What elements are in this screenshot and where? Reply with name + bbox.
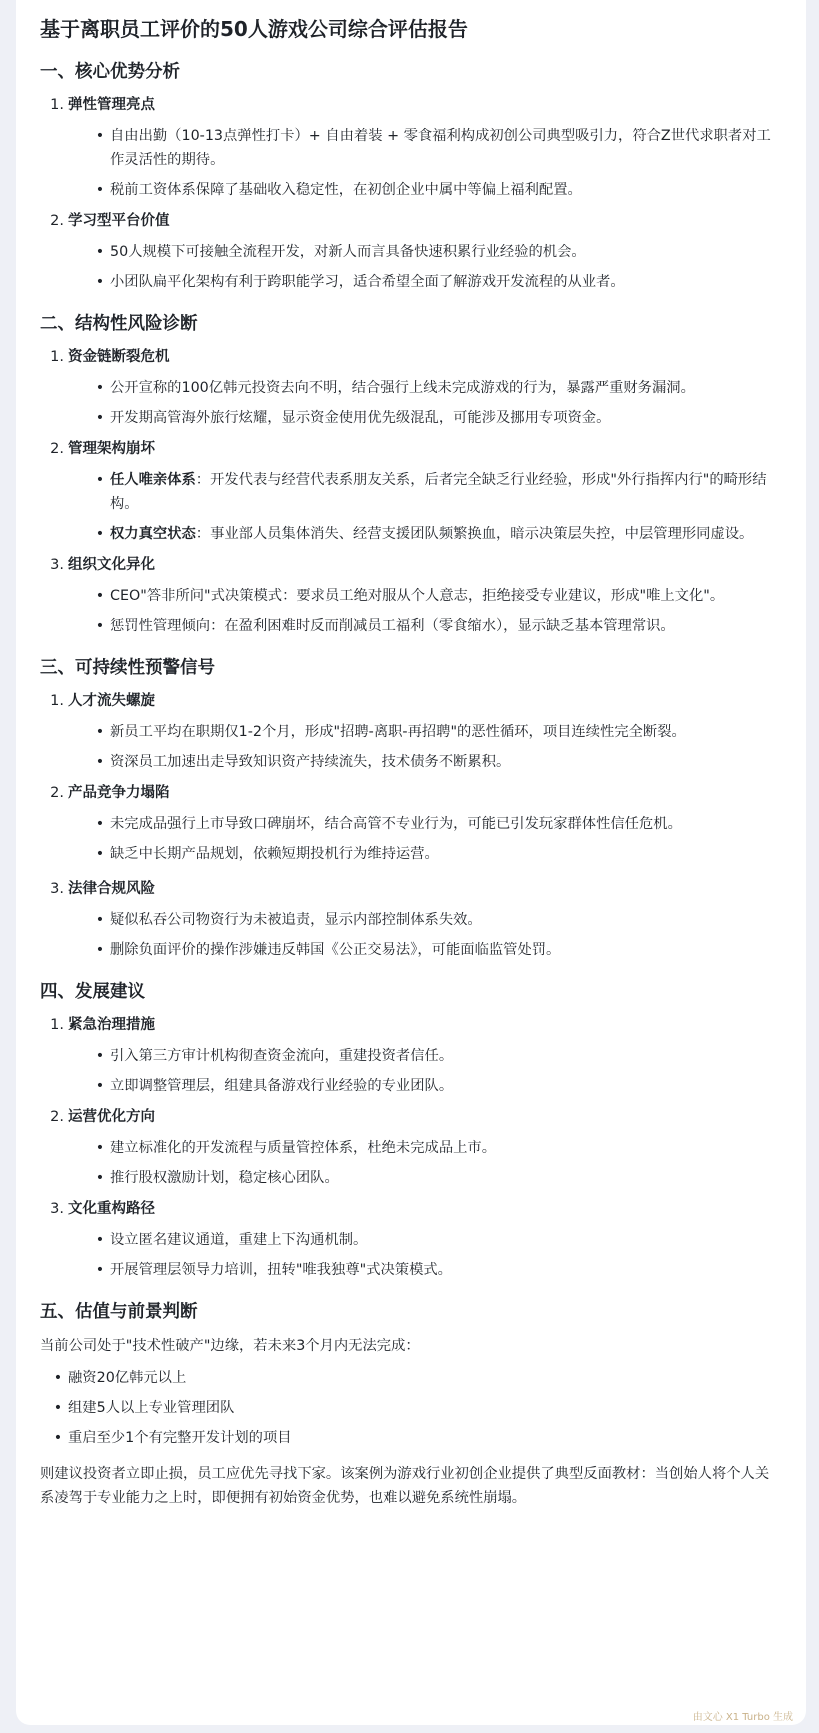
list-item: • 建立标准化的开发流程与质量管控体系，杜绝未完成品上市。 <box>95 1140 497 1156</box>
sub-heading: 1. 紧急治理措施 <box>50 1017 155 1033</box>
list-item: • 小团队扁平化架构有利于跨职能学习，适合希望全面了解游戏开发流程的从业者。 <box>95 274 625 290</box>
section-heading: 三、可持续性预警信号 <box>40 658 215 678</box>
section-heading: 五、估值与前景判断 <box>40 1302 198 1322</box>
list-item: • 推行股权激励计划，稳定核心团队。 <box>95 1170 339 1186</box>
list-item: • 立即调整管理层，组建具备游戏行业经验的专业团队。 <box>95 1078 454 1094</box>
list-item: • 融资20亿韩元以上 <box>53 1370 187 1386</box>
list-item: • 公开宣称的100亿韩元投资去向不明，结合强行上线未完成游戏的行为，暴露严重财务漏洞。 <box>95 380 695 396</box>
sub-heading: 1. 弹性管理亮点 <box>50 97 155 113</box>
generator-watermark: 由文心 X1 Turbo 生成 <box>692 1712 793 1723</box>
list-item: • 任人唯亲体系：开发代表与经营代表系朋友关系，后者完全缺乏行业经验，形成"外行指挥内行"的畸形结构。 <box>95 472 767 512</box>
sub-heading: 3. 组织文化异化 <box>50 557 155 573</box>
list-item: • 惩罚性管理倾向：在盈利困难时反而削减员工福利（零食缩水），显示缺乏基本管理常识。 <box>95 618 675 634</box>
report-title: 基于离职员工评价的50人游戏公司综合评估报告 <box>40 17 468 41</box>
section-2 <box>40 310 782 638</box>
list-item: • CEO"答非所问"式决策模式：要求员工绝对服从个人意志，拒绝接受专业建议，形成"唯上文化"。 <box>95 588 725 604</box>
list-item: • 自由出勤（10-13点弹性打卡）+ 自由着装 + 零食福利构成初创公司典型吸引力，符合Z世代求职者对工作灵活性的期待。 <box>95 128 771 168</box>
list-item: • 组建5人以上专业管理团队 <box>53 1400 235 1416</box>
sub-heading: 3. 法律合规风险 <box>50 881 155 897</box>
valuation-intro: 当前公司处于"技术性破产"边缘，若未来3个月内无法完成： <box>40 1338 420 1354</box>
report-card <box>16 0 806 1725</box>
section-heading: 二、结构性风险诊断 <box>40 314 198 334</box>
section-5 <box>40 1298 782 1510</box>
list-item: • 设立匿名建议通道，重建上下沟通机制。 <box>95 1232 368 1248</box>
section-heading: 一、核心优势分析 <box>40 62 180 82</box>
list-item: • 开发期高管海外旅行炫耀，显示资金使用优先级混乱，可能涉及挪用专项资金。 <box>95 410 611 426</box>
list-item: • 新员工平均在职期仅1-2个月，形成"招聘-离职-再招聘"的恶性循环，项目连续性完全断裂。 <box>95 724 686 740</box>
list-item: • 税前工资体系保障了基础收入稳定性，在初创企业中属中等偏上福利配置。 <box>95 182 582 198</box>
sub-heading: 2. 学习型平台价值 <box>50 213 170 229</box>
sub-heading: 3. 文化重构路径 <box>50 1201 155 1217</box>
list-item: • 重启至少1个有完整开发计划的项目 <box>53 1430 292 1446</box>
sub-heading: 2. 产品竞争力塌陷 <box>50 785 170 801</box>
section-4 <box>40 978 782 1282</box>
list-item: • 缺乏中长期产品规划，依赖短期投机行为维持运营。 <box>95 846 439 862</box>
list-item: • 未完成品强行上市导致口碑崩坏，结合高管不专业行为，可能已引发玩家群体性信任危机。 <box>95 816 682 832</box>
sub-heading: 2. 管理架构崩坏 <box>50 441 155 457</box>
list-item: • 引入第三方审计机构彻查资金流向，重建投资者信任。 <box>95 1048 454 1064</box>
list-item: • 50人规模下可接触全流程开发，对新人而言具备快速积累行业经验的机会。 <box>95 244 586 260</box>
list-item: • 权力真空状态：事业部人员集体消失、经营支援团队频繁换血，暗示决策层失控，中层管理形同虚设。 <box>95 526 754 542</box>
sub-heading: 2. 运营优化方向 <box>50 1109 155 1125</box>
section-heading: 四、发展建议 <box>40 982 145 1002</box>
sub-heading: 1. 资金链断裂危机 <box>50 349 170 365</box>
conclusion-paragraph: 则建议投资者立即止损，员工应优先寻找下家。该案例为游戏行业初创企业提供了典型反面教材：当创始人将个人关系凌驾于专业能力之上时，即便拥有初始资金优势，也难以避免系统性崩塌。 <box>40 1466 770 1506</box>
section-1 <box>40 58 782 294</box>
list-item: • 删除负面评价的操作涉嫌违反韩国《公正交易法》，可能面临监管处罚。 <box>95 942 561 958</box>
list-item: • 开展管理层领导力培训，扭转"唯我独尊"式决策模式。 <box>95 1262 452 1278</box>
section-3 <box>40 654 782 962</box>
list-item: • 疑似私吞公司物资行为未被追责，显示内部控制体系失效。 <box>95 912 482 928</box>
sub-heading: 1. 人才流失螺旋 <box>50 693 155 709</box>
list-item: • 资深员工加速出走导致知识资产持续流失，技术债务不断累积。 <box>95 754 511 770</box>
